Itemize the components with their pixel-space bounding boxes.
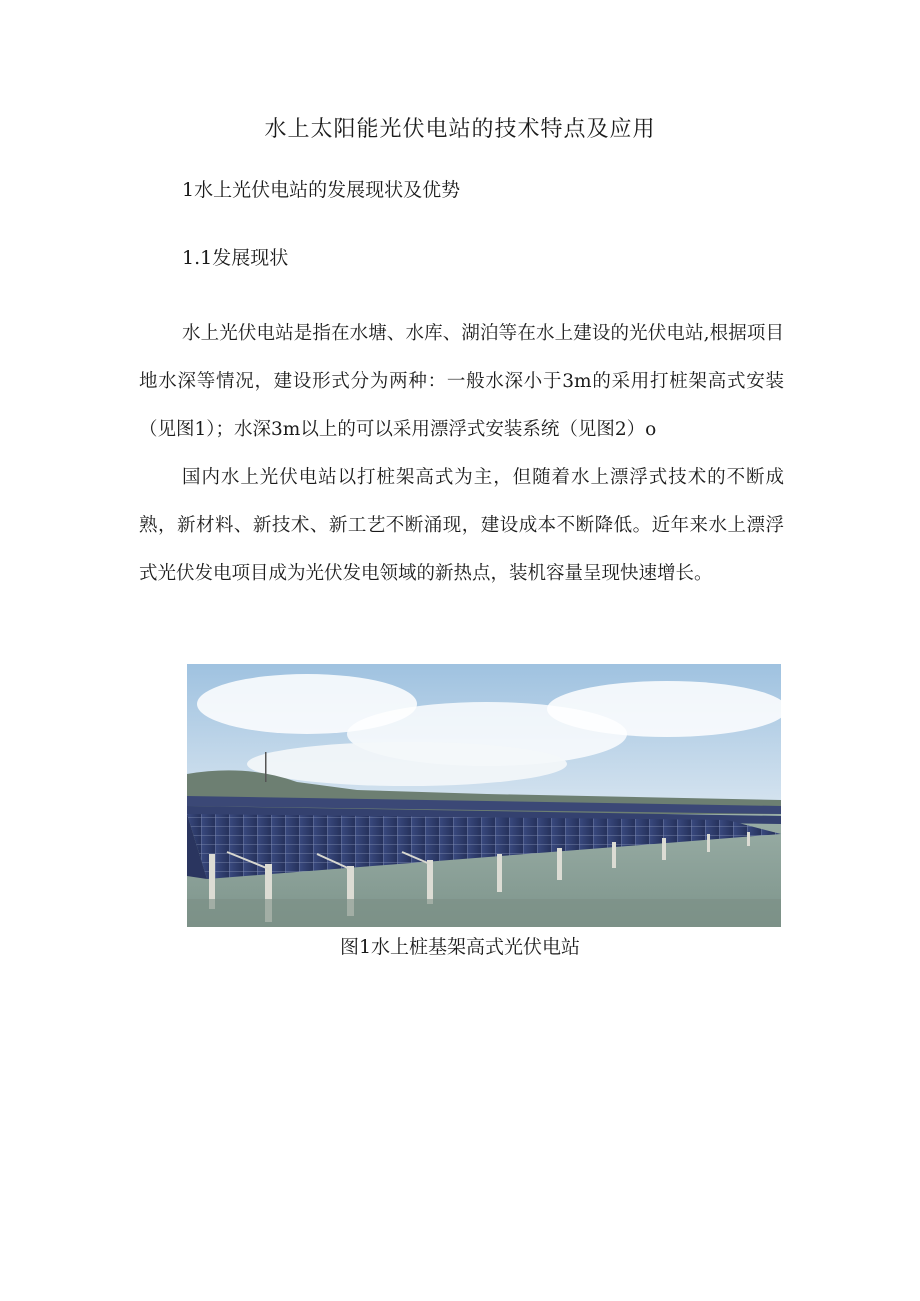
body-paragraph-2: 国内水上光伏电站以打桩架高式为主，但随着水上漂浮式技术的不断成熟，新材料、新技术、新工艺不断涌现，建设成本不断降低。近年来水上漂浮式光伏发电项目成为光伏发电领域的新热点，装机容量呈现快速增长。 bbox=[139, 467, 784, 584]
solar-farm-photo bbox=[187, 664, 781, 927]
section-heading: 1水上光伏电站的发展现状及优势 bbox=[182, 179, 461, 201]
figure-caption: 图1水上桩基架高式光伏电站 bbox=[339, 936, 581, 958]
solar-farm-illustration bbox=[187, 664, 781, 927]
subsection-heading: 1.1发展现状 bbox=[182, 247, 289, 269]
document-title: 水上太阳能光伏电站的技术特点及应用 bbox=[264, 117, 656, 142]
body-paragraph-1: 水上光伏电站是指在水塘、水库、湖泊等在水上建设的光伏电站,根据项目地水深等情况，建设形式分为两种：一般水深小于3m的采用打桩架高式安装（见图1）；水深3m以上的可以采用漂浮式安装系统（见图2）o bbox=[139, 323, 784, 440]
